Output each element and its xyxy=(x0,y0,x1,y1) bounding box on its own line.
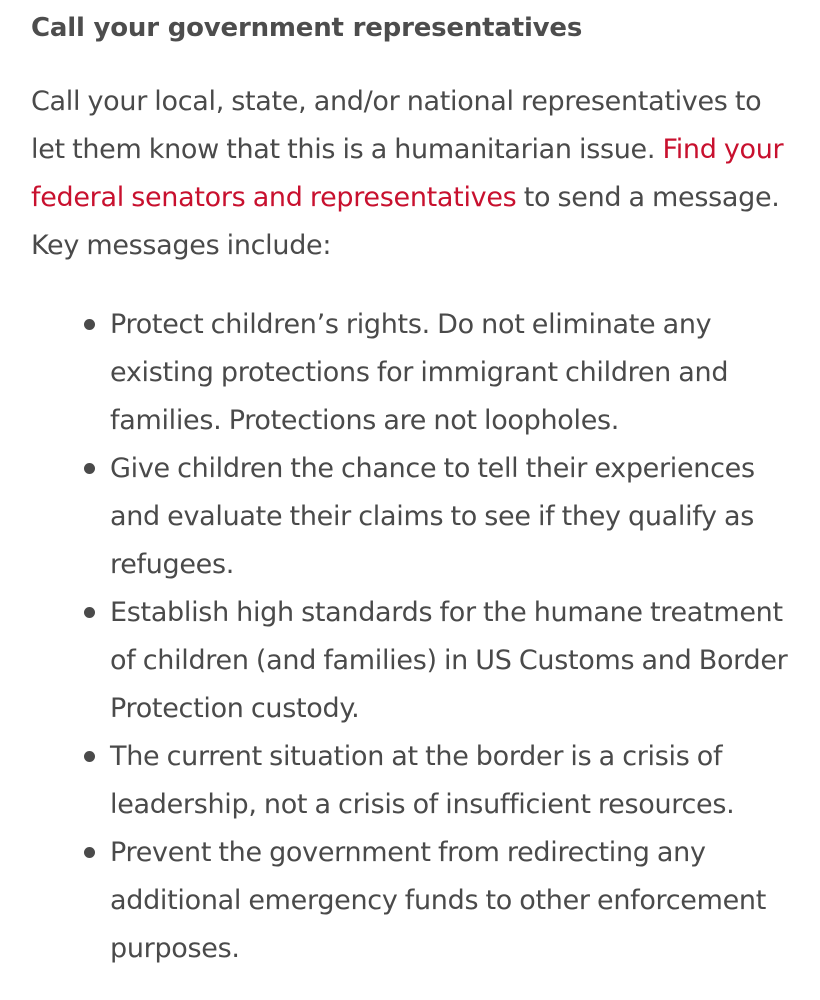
bullet-icon xyxy=(84,751,95,762)
intro-paragraph xyxy=(31,78,789,270)
find-representatives-link[interactable]: Find your federal senators and representatives xyxy=(31,134,784,213)
list-item xyxy=(110,445,789,589)
bullet-icon xyxy=(84,319,95,330)
list-item-text: The current situation at the border is a crisis of leadership, not a crisis of insufficient resources. xyxy=(110,741,735,820)
list-item xyxy=(110,829,789,973)
key-messages-list xyxy=(31,301,789,973)
intro-text-after-link: to send a message. Key messages include: xyxy=(31,182,780,261)
list-item-text: Establish high standards for the humane treatment of children (and families) in US Customs and Border Protection custody. xyxy=(110,597,788,724)
list-item xyxy=(110,301,789,445)
bullet-icon xyxy=(84,463,95,474)
section-heading: Call your government representatives xyxy=(31,13,583,43)
list-item-text: Prevent the government from redirecting any additional emergency funds to other enforcement purposes. xyxy=(110,837,767,964)
intro-text-before-link: Call your local, state, and/or national representatives to let them know that this is a humanitarian issue. xyxy=(31,86,762,165)
list-item xyxy=(110,733,789,829)
list-item xyxy=(110,589,789,733)
list-item-text: Give children the chance to tell their experiences and evaluate their claims to see if they qualify as refugees. xyxy=(110,453,755,580)
bullet-icon xyxy=(84,607,95,618)
list-item-text: Protect children’s rights. Do not eliminate any existing protections for immigrant children and families. Protections are not loopholes. xyxy=(110,309,729,436)
bullet-icon xyxy=(84,847,95,858)
